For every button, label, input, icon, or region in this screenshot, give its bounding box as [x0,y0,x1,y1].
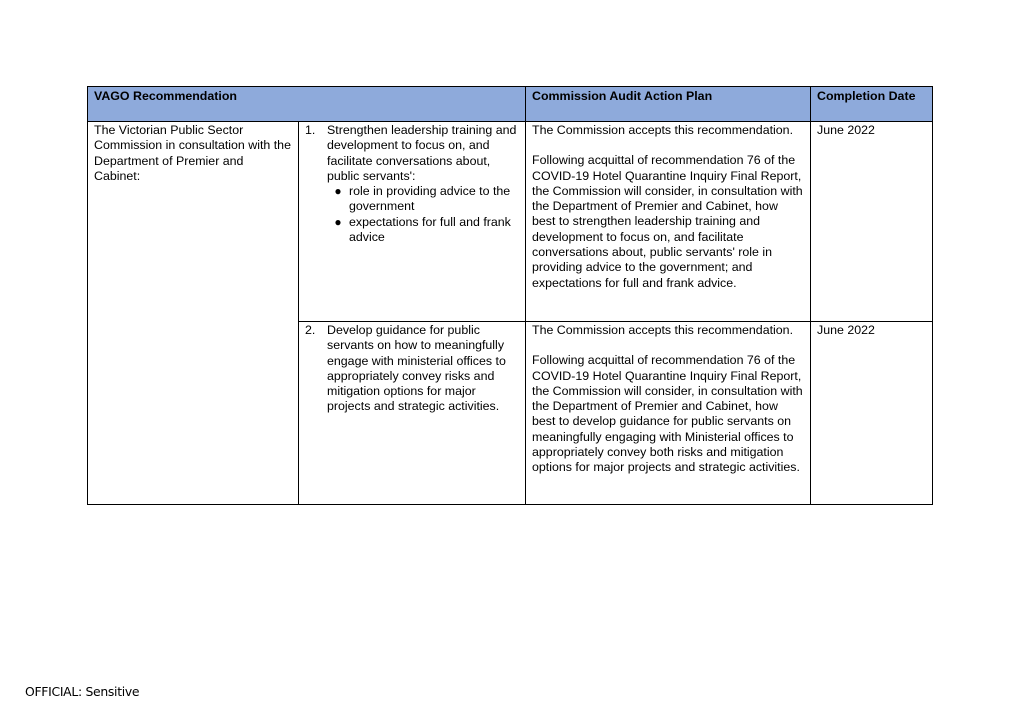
action-acceptance: The Commission accepts this recommendation. [532,123,794,137]
header-action-plan: Commission Audit Action Plan [526,87,811,122]
bullet-list [327,184,519,245]
list-item [327,184,519,215]
bullet-icon: ● [334,214,342,229]
bullet-icon: ● [334,184,342,199]
security-classification: OFFICIAL: Sensitive [25,684,140,699]
header-vago-recommendation: VAGO Recommendation [88,87,526,122]
action-detail: Following acquittal of recommendation 76 of the COVID-19 Hotel Quarantine Inquiry Final Report, the Commission will consider, in consultation with the Department of Premier and Cabinet, how best to develop guidance for public servants on meaningfully engaging with Ministerial offices to appropriately convey both risks and mitigation options for major projects and strategic activities. [532,353,803,475]
item-number: 2. [305,323,316,337]
bullet-text: role in providing advice to the government [349,184,511,214]
item-text: Develop guidance for public servants on how to meaningfully engage with ministerial offices to appropriately convey risks and mitigation options for major projects and strategic activities. [327,323,506,414]
lead-recommendation-text: The Victorian Public Sector Commission in consultation with the Department of Premier and Cabinet: [88,122,299,505]
completion-date-2: June 2022 [811,322,933,505]
list-item [327,215,519,246]
action-plan-1 [526,122,811,322]
sub-recommendation-1 [299,122,526,322]
completion-date-1: June 2022 [811,122,933,322]
item-number: 1. [305,123,316,137]
header-completion-date: Completion Date [811,87,933,122]
item-text: Strengthen leadership training and development to focus on, and facilitate conversations about, public servants': [327,123,517,183]
action-plan-2 [526,322,811,505]
table-header-row [88,87,933,122]
action-acceptance: The Commission accepts this recommendation. [532,323,794,337]
action-detail: Following acquittal of recommendation 76 of the COVID-19 Hotel Quarantine Inquiry Final Report, the Commission will consider, in consultation with the Department of Premier and Cabinet, how best to strengthen leadership training and development to focus on, and facilitate conversations about, public servants' role in providing advice to the government; and expectations for full and frank advice. [532,153,803,290]
recommendation-table [87,86,933,505]
table-row [88,122,933,322]
sub-recommendation-2 [299,322,526,505]
bullet-text: expectations for full and frank advice [349,214,511,245]
